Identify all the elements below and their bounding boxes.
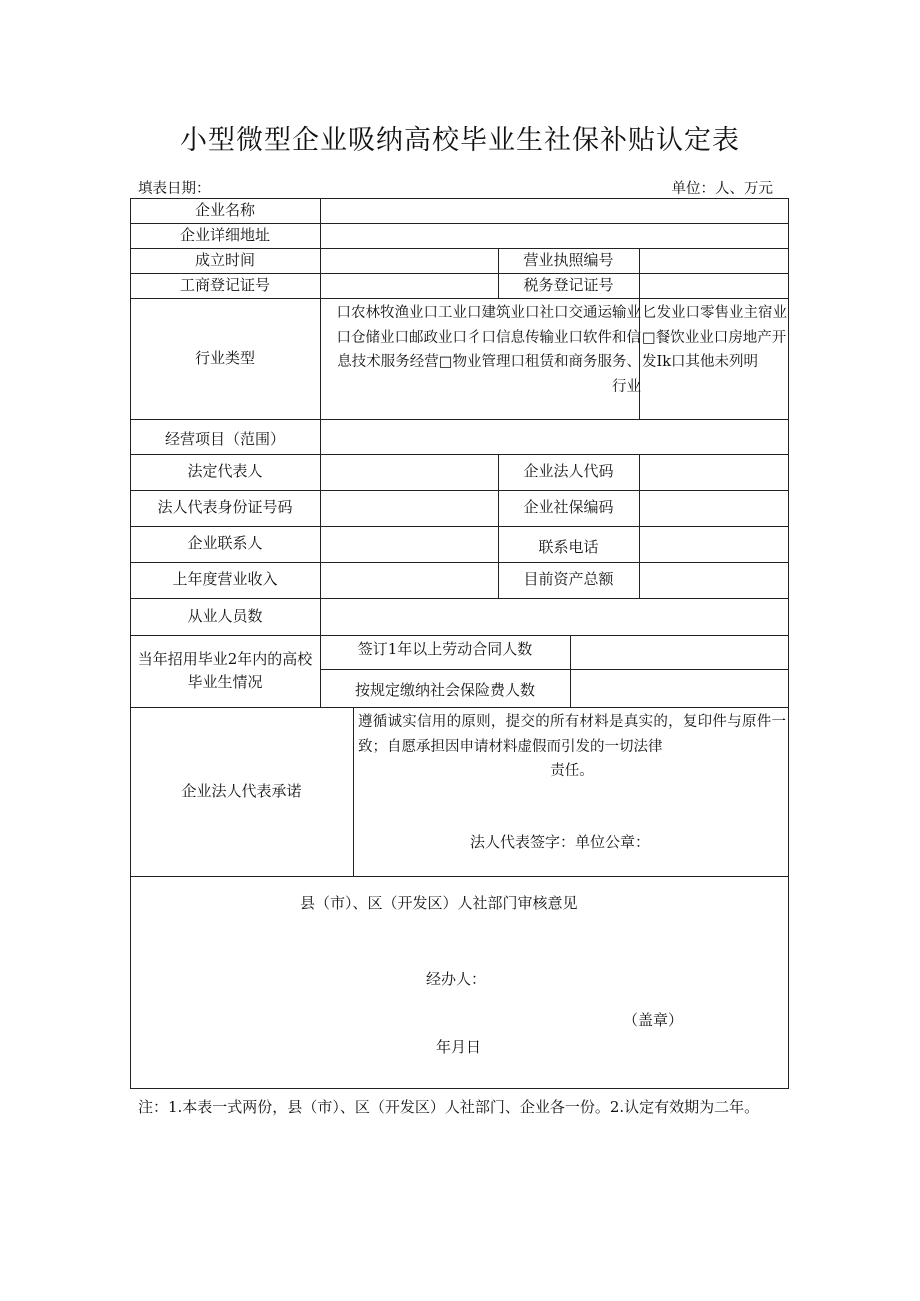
company-address-field[interactable] (321, 224, 788, 248)
established-field[interactable] (321, 249, 498, 273)
license-no-label: 营业执照编号 (523, 250, 614, 269)
company-address-label: 企业详细地址 (179, 225, 270, 244)
social-security-field[interactable] (640, 491, 788, 526)
revenue-label: 上年度营业收入 (172, 570, 278, 589)
employees-field[interactable] (321, 599, 788, 635)
contract-count-field[interactable] (571, 636, 788, 669)
industry-options-right[interactable]: 匕发业口零售业主宿业□餐饮业业口房地产开发Ik口其他未列明 (642, 305, 787, 370)
review-date: 年月日 (436, 1038, 482, 1056)
assets-label: 目前资产总额 (523, 570, 614, 589)
business-reg-field[interactable] (321, 274, 498, 298)
license-no-field[interactable] (640, 249, 788, 273)
form-title: 小型微型企业吸纳高校毕业生社保补贴认定表 (180, 125, 740, 156)
contract-count-label: 签订1年以上劳动合同人数 (357, 640, 533, 659)
legal-rep-field[interactable] (321, 455, 498, 490)
contact-field[interactable] (321, 527, 498, 562)
unit-label: 单位：人、万元 (671, 181, 773, 197)
rep-id-field[interactable] (321, 491, 498, 526)
social-security-label: 企业社保编码 (523, 498, 614, 517)
signature-line: 法人代表签字：单位公章： (470, 833, 651, 851)
employees-label: 从业人员数 (187, 606, 263, 625)
established-label: 成立时间 (194, 250, 255, 269)
insurance-count-field[interactable] (571, 670, 788, 707)
promise-end: 责任。 (550, 763, 594, 779)
col-divider (353, 707, 354, 876)
phone-label: 联系电话 (538, 538, 599, 557)
industry-type-label: 行业类型 (194, 348, 255, 367)
review-heading: 县（市）、区（开发区）人社部门审核意见 (300, 894, 578, 912)
business-scope-field[interactable] (321, 420, 788, 454)
promise-body: 遵循诚实信用的原则，提交的所有材料是真实的，复印件与原件一致；自愿承担因申请材料虚假而引发的一切法律 (358, 714, 786, 755)
company-name-label: 企业名称 (194, 200, 255, 219)
row-divider (130, 876, 789, 877)
contact-label: 企业联系人 (187, 534, 263, 553)
legal-rep-label: 法定代表人 (187, 462, 263, 481)
industry-options-left[interactable]: 口农林牧渔业口工业口建筑业口社口交通运输业口仓储业口邮政业口彳口信息传输业口软件和信息技术服务经营□物业管理口租赁和商务服务、行业 (336, 305, 641, 395)
assets-field[interactable] (640, 563, 788, 598)
graduates-label: 当年招用毕业2年内的高校毕业生情况 (137, 649, 313, 691)
tax-reg-field[interactable] (640, 274, 788, 298)
footnote: 注：1.本表一式两份，县（市）、区（开发区）人社部门、企业各一份。2.认定有效期为二年。 (138, 1098, 760, 1116)
business-reg-label: 工商登记证号 (179, 275, 270, 294)
phone-field[interactable] (640, 527, 788, 562)
rep-id-label: 法人代表身份证号码 (157, 498, 293, 517)
legal-code-field[interactable] (640, 455, 788, 490)
legal-code-label: 企业法人代码 (523, 462, 614, 481)
business-scope-label: 经营项目（范围） (164, 429, 285, 448)
review-seal: （盖章） (623, 1011, 684, 1029)
promise-text (358, 710, 786, 784)
review-handler[interactable]: 经办人： (426, 970, 487, 988)
tax-reg-label: 税务登记证号 (523, 275, 614, 294)
revenue-field[interactable] (321, 563, 498, 598)
promise-label: 企业法人代表承诺 (181, 781, 302, 800)
company-name-field[interactable] (321, 199, 788, 223)
insurance-count-label: 按规定缴纳社会保险费人数 (354, 680, 535, 699)
fill-date-label: 填表日期： (138, 181, 211, 197)
